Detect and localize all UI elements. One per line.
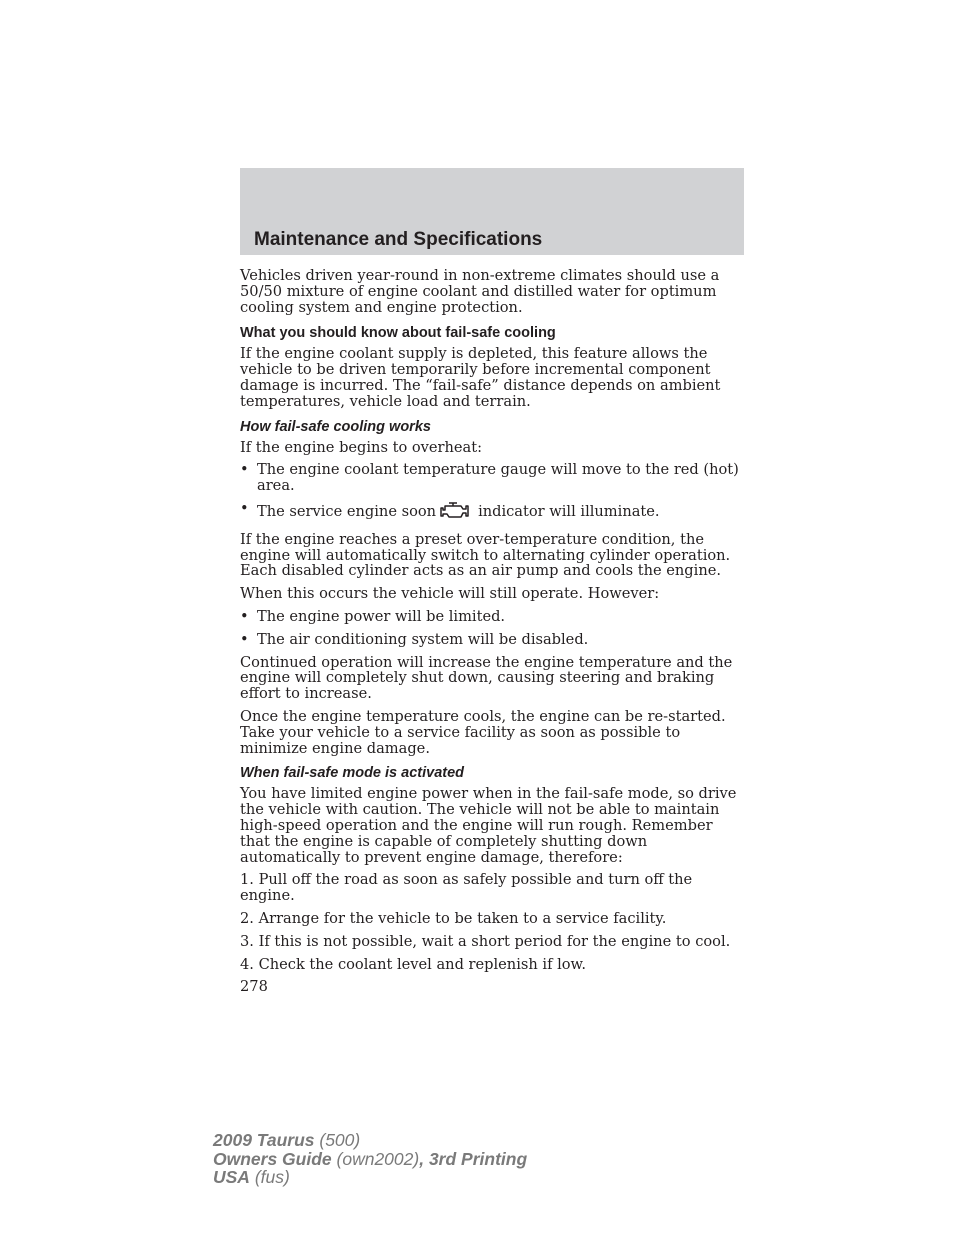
continued-operation-paragraph: Continued operation will increase the engine temperature and the engine will completely shut down, causing steering and braking effort to increase. <box>240 653 733 703</box>
bullet-item <box>240 609 744 625</box>
footer-region: USA <box>213 1167 250 1187</box>
bullet-text: The engine coolant temperature gauge will move to the red (hot) area. <box>257 461 739 495</box>
step-item: 4. Check the coolant level and replenish if low. <box>240 955 586 973</box>
bullet-text: The engine power will be limited. <box>257 607 506 625</box>
footer-imprint <box>213 1131 527 1187</box>
check-engine-icon <box>440 501 470 525</box>
footer-line <box>213 1150 527 1169</box>
restart-paragraph: Once the engine temperature cools, the engine can be re-started. Take your vehicle to a service facility as soon as possible to minimize engine damage. <box>240 707 726 757</box>
bullet-dot: • <box>240 607 249 625</box>
still-operate-paragraph: When this occurs the vehicle will still operate. However: <box>240 585 660 603</box>
bullet-text: The air conditioning system will be disabled. <box>257 630 589 648</box>
bullet-dot: • <box>240 461 249 479</box>
bullet-item <box>240 462 744 494</box>
heading-how-it-works: How fail-safe cooling works <box>240 418 431 435</box>
footer-guide: Owners Guide <box>213 1148 332 1169</box>
bullet-item <box>240 632 744 648</box>
over-temperature-paragraph: If the engine reaches a preset over-temperature condition, the engine will automatically switch to alternating cylinder operation. Each disabled cylinder acts as an air pump and cools the engine. <box>240 530 731 580</box>
bullet-text: indicator will illuminate. <box>478 502 660 520</box>
intro-paragraph: Vehicles driven year-round in non-extreme climates should use a 50/50 mixture of engine coolant and distilled water for optimum cooling system and engine protection. <box>240 267 720 316</box>
overheat-lead: If the engine begins to overheat: <box>240 438 483 456</box>
footer-region-code: (fus) <box>254 1167 290 1187</box>
footer-line <box>213 1131 527 1150</box>
heading-fail-safe-cooling: What you should know about fail-safe cooling <box>240 325 556 342</box>
bullet-dot: • <box>240 630 249 648</box>
step-item: 3. If this is not possible, wait a short period for the engine to cool. <box>240 932 731 950</box>
step-item: 1. Pull off the road as soon as safely possible and turn off the engine. <box>240 871 693 905</box>
step-item: 2. Arrange for the vehicle to be taken to a service facility. <box>240 909 667 927</box>
footer-printing: , 3rd Printing <box>419 1148 528 1169</box>
page-content <box>240 268 744 995</box>
bullet-dot: • <box>240 499 249 517</box>
fail-safe-description: If the engine coolant supply is depleted, this feature allows the vehicle to be driven temporarily before incremental component damage is incurred. The “fail-safe” distance depends on ambient temperatures, vehicle load and terrain. <box>240 345 721 410</box>
page-number: 278 <box>240 978 268 996</box>
section-title: Maintenance and Specifications <box>254 229 543 250</box>
footer-model-code: (500) <box>319 1130 361 1150</box>
heading-fail-safe-activated: When fail-safe mode is activated <box>240 765 465 782</box>
bullet-item <box>240 501 744 525</box>
limited-power-paragraph: You have limited engine power when in the fail-safe mode, so drive the vehicle with caution. The vehicle will not be able to maintain high-speed operation and the engine will run rough. Remember that the engine is capable of completely shutting down automatically to prevent engine damage, therefore: <box>240 785 737 866</box>
section-header-band <box>240 168 744 255</box>
footer-line <box>213 1168 527 1187</box>
bullet-text: The service engine soon <box>257 502 437 520</box>
footer-guide-code: (own2002) <box>336 1148 420 1169</box>
footer-model: 2009 Taurus <box>213 1130 315 1150</box>
